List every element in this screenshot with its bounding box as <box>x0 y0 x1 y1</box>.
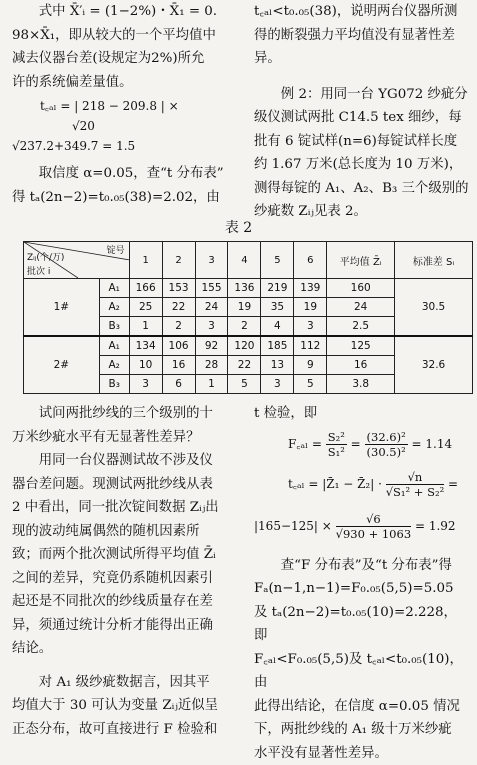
text-line: 此得出结论，在信度 α=0.05 情况 <box>254 695 470 719</box>
text-line: F꜀ₐₗ<F₀.₀₅(5,5)及 t꜀ₐₗ<t₀.₀₅(10)，由 <box>254 648 470 695</box>
text-line: 用同一台仪器测试故不涉及仪 <box>12 449 240 473</box>
text-line: 试问两批纱线的三个级别的十 <box>12 402 240 426</box>
text-line: 均值大于 30 可认为变量 Zᵢⱼ近似呈 <box>12 694 240 718</box>
formula-t-cal: t꜀ₐₗ = | 218 − 209.8 | × √20 √237.2+349.7 = 1.5 <box>12 96 240 156</box>
text-line: 得的断裂强力平均值没有显著性差 <box>254 24 470 48</box>
value-cell: 22 <box>228 356 261 375</box>
text-line: 式中 X̄′ᵢ = (1−2%)・X̄₁ = 0. <box>12 0 240 24</box>
value-cell: 92 <box>195 336 228 356</box>
value-cell: 35 <box>261 298 294 317</box>
value-cell: 134 <box>129 336 162 356</box>
value-cell: 24 <box>195 298 228 317</box>
spindle-header: 5 <box>261 242 294 279</box>
value-cell: 136 <box>228 279 261 298</box>
text-line: 测得每锭的 A₁、A₂、B₃ 三个级别的 <box>254 177 470 201</box>
value-cell: 3 <box>195 317 228 337</box>
mean-cell: 2.5 <box>327 317 395 337</box>
value-cell: 5 <box>228 375 261 394</box>
text-line: 纱疵数 Zᵢⱼ见表 2。 <box>254 200 470 224</box>
text-line: 约 1.67 万米(总长度为 10 万米)， <box>254 153 470 177</box>
std-cell: 30.5 <box>395 279 473 337</box>
spindle-header: 3 <box>195 242 228 279</box>
text-line: 98×X̄₁，即从较大的一个平均值中 <box>12 24 240 48</box>
fraction: $\frac{\text{S₂²}}{\text{S₁²}}$ <box>326 430 347 459</box>
table-row <box>24 279 473 298</box>
text-line: 取信度 α=0.05，查“t 分布表” <box>12 162 240 186</box>
right-column-top <box>254 0 470 224</box>
mean-header: 平均值 Z̄ᵢ <box>327 242 395 279</box>
value-cell: 166 <box>129 279 162 298</box>
text-line: 级仪测试两批 C14.5 tex 细纱，每 <box>254 106 470 130</box>
value-cell: 6 <box>162 375 195 394</box>
mean-cell: 16 <box>327 356 395 375</box>
value-cell: 3 <box>261 375 294 394</box>
value-cell: 219 <box>261 279 294 298</box>
mean-cell: 24 <box>327 298 395 317</box>
text-line: 查“F 分布表”及“t 分布表”得 <box>254 554 470 578</box>
value-cell: 5 <box>294 375 327 394</box>
grade-label: A₂ <box>99 298 129 317</box>
value-cell: 139 <box>294 279 327 298</box>
table-title: 表 2 <box>0 217 477 237</box>
text-line: 对 A₁ 级纱疵数据言，因其平 <box>12 671 240 695</box>
mean-cell: 125 <box>327 336 395 356</box>
value-cell: 112 <box>294 336 327 356</box>
grade-label: A₁ <box>99 279 129 298</box>
grade-label: B₃ <box>99 375 129 394</box>
text-line: 及 tₐ(2n−2)=t₀.₀₅(10)=2.228，即 <box>254 601 470 648</box>
text-line: 异。 <box>254 47 470 71</box>
text-line: 现的波动纯属偶然的随机因素所 <box>12 520 240 544</box>
fraction: $\frac{√6}{√930 + 1063}$ <box>336 512 412 541</box>
table-header-row <box>24 242 473 279</box>
text-line: 器台差问题。现测试两批纱线从表 <box>12 473 240 497</box>
text-line: t 检验，即 <box>254 402 470 426</box>
value-cell: 19 <box>294 298 327 317</box>
batch-label: 1# <box>24 279 100 337</box>
text-line: 之间的差异，究竟仍系随机因素引 <box>12 567 240 591</box>
value-cell: 1 <box>129 317 162 337</box>
spindle-header: 4 <box>228 242 261 279</box>
grade-label: B₃ <box>99 317 129 337</box>
value-cell: 153 <box>162 279 195 298</box>
batch-label: 2# <box>24 336 100 394</box>
corner-spindle-label: 锭号 <box>107 243 125 256</box>
std-cell: 32.6 <box>395 336 473 394</box>
spindle-header: 1 <box>129 242 162 279</box>
value-cell: 3 <box>294 317 327 337</box>
text-line: 正态分布，故可直接进行 F 检验和 <box>12 718 240 742</box>
text-line: Fₐ(n−1,n−1)=F₀.₀₅(5,5)=5.05 <box>254 577 470 601</box>
value-cell: 22 <box>162 298 195 317</box>
text-line: 减去仪器台差(设规定为2%)所允 <box>12 47 240 71</box>
text-line: 例 2：用同一台 YG072 纱疵分 <box>254 83 470 107</box>
text-line: 得 tₐ(2n−2)=t₀.₀₅(38)=2.02，由 <box>12 186 240 210</box>
value-cell: 13 <box>261 356 294 375</box>
text-line: 水平没有显著性差异。 <box>254 742 470 765</box>
value-cell: 106 <box>162 336 195 356</box>
value-cell: 1 <box>195 375 228 394</box>
value-cell: 19 <box>228 298 261 317</box>
value-cell: 3 <box>129 375 162 394</box>
fraction: $\frac{√n}{\text{√S₁² + S₂²}}$ <box>386 470 444 499</box>
text-line: 致；而两个批次测试所得平均值 Z̄ᵢ <box>12 543 240 567</box>
value-cell: 2 <box>162 317 195 337</box>
formula-t-cal: t꜀ₐₗ = |Z̄₁ − Z̄₂| · $\frac{√n}{\text{√S₁² + S₂²}}$ = <box>254 470 470 508</box>
data-table <box>23 241 473 394</box>
text-line: 万米纱疵水平有无显著性差异？ <box>12 426 240 450</box>
value-cell: 4 <box>261 317 294 337</box>
corner-unit-label: Zᵢⱼ(个/万) <box>27 250 64 263</box>
text-line: 起还是不同批次的纱线质量存在差 <box>12 590 240 614</box>
text-line: 异，须通过统计分析才能得出正确 <box>12 614 240 638</box>
text-line: 2 中看出，同一批次锭间数据 Zᵢⱼ出 <box>12 496 240 520</box>
right-column-bottom <box>254 402 470 765</box>
value-cell: 9 <box>294 356 327 375</box>
text-line: 下，两批纱线的 A₁ 级十万米纱疵 <box>254 718 470 742</box>
text-line: 许的系统偏差量值。 <box>12 71 240 95</box>
grade-label: A₁ <box>99 336 129 356</box>
mean-cell: 3.8 <box>327 375 395 394</box>
std-header: 标准差 Sᵢ <box>395 242 473 279</box>
corner-header <box>24 242 130 279</box>
formula-f-cal: F꜀ₐₗ = $\frac{\text{S₂²}}{\text{S₁²}}$ = $\frac{\text{(32.6)²}}{\text{(30.5)²}}$ = 1.14 <box>254 430 470 464</box>
value-cell: 2 <box>228 317 261 337</box>
text-line: t꜀ₐₗ<t₀.₀₅(38)，说明两台仪器所测 <box>254 0 470 24</box>
fraction: $\frac{\text{(32.6)²}}{\text{(30.5)²}}$ <box>365 430 408 459</box>
value-cell: 10 <box>129 356 162 375</box>
value-cell: 28 <box>195 356 228 375</box>
value-cell: 185 <box>261 336 294 356</box>
spindle-header: 2 <box>162 242 195 279</box>
table-row <box>24 336 473 356</box>
text-line: 批有 6 锭试样(n=6)每锭试样长度 <box>254 130 470 154</box>
left-column-bottom <box>12 402 240 741</box>
value-cell: 120 <box>228 336 261 356</box>
left-column-top <box>12 0 240 209</box>
grade-label: A₂ <box>99 356 129 375</box>
spindle-header: 6 <box>294 242 327 279</box>
text-line: 结论。 <box>12 637 240 661</box>
value-cell: 155 <box>195 279 228 298</box>
formula-t-cal-value: |165−125| × $\frac{√6}{√930 + 1063}$ = 1.92 <box>254 512 470 550</box>
value-cell: 25 <box>129 298 162 317</box>
value-cell: 16 <box>162 356 195 375</box>
mean-cell: 160 <box>327 279 395 298</box>
corner-batch-label: 批次 i <box>27 264 50 277</box>
